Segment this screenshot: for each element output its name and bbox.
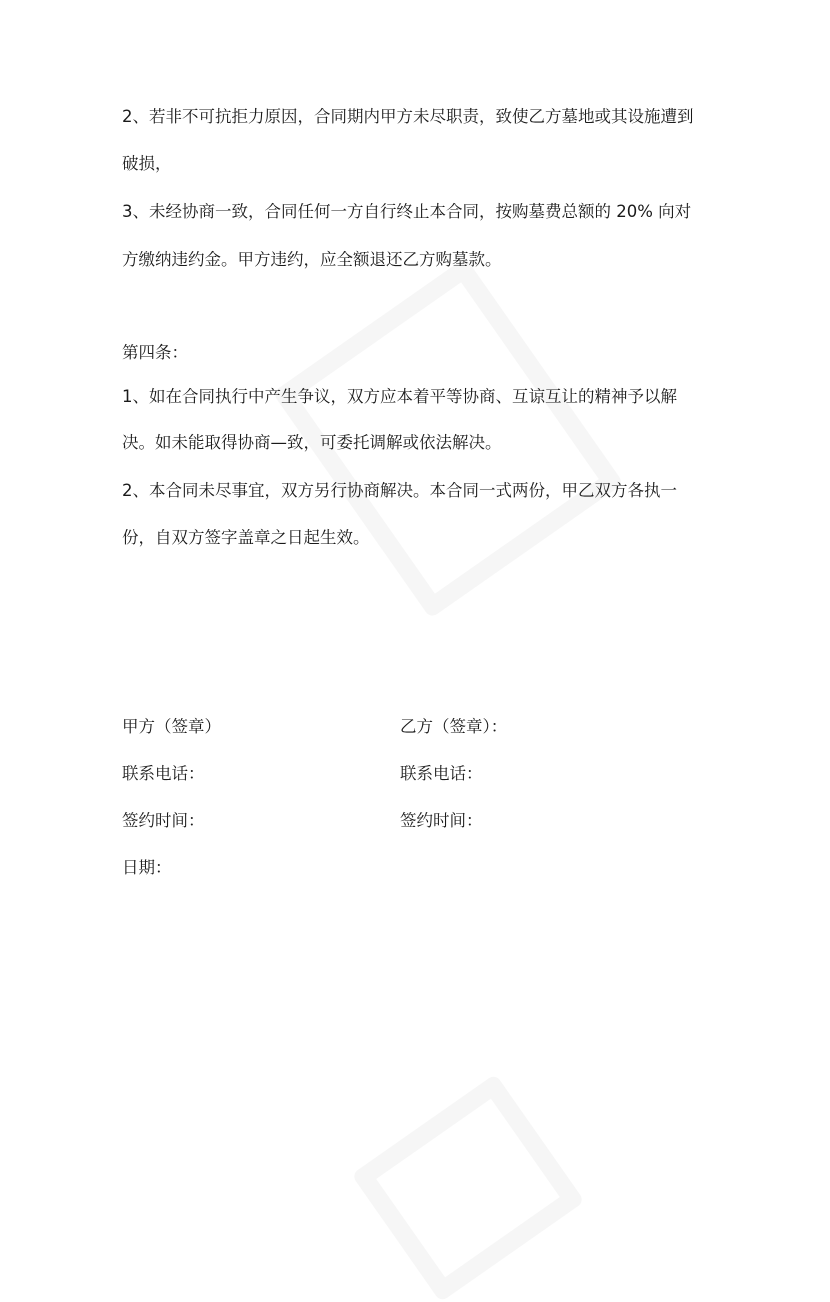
article4-heading: 第四条：	[122, 343, 188, 362]
party-b-signature: 乙方（签章）：	[400, 717, 508, 736]
article4-item2-line1: 2、本合同未尽事宜，双方另行协商解决。本合同一式两份，甲乙双方各执一	[122, 481, 677, 500]
article3-item3-line1: 3、未经协商一致，合同任何一方自行终止本合同，按购墓费总额的 20% 向对	[122, 202, 692, 221]
party-a-phone: 联系电话：	[122, 764, 205, 783]
article3-item3-line2: 方缴纳违约金。甲方违约，应全额退还乙方购墓款。	[122, 250, 502, 269]
party-a-sign-time: 签约时间：	[122, 811, 205, 830]
party-a-signature: 甲方（签章）	[122, 717, 221, 736]
party-b-phone: 联系电话：	[400, 764, 483, 783]
article4-item1-line1: 1、如在合同执行中产生争议，双方应本着平等协商、互谅互让的精神予以解	[122, 387, 677, 406]
article4-item1-line2: 决。如未能取得协商—致，可委托调解或依法解决。	[122, 433, 502, 452]
date-label: 日期：	[122, 858, 172, 877]
article3-item2-line2: 破损，	[122, 154, 172, 173]
article4-item2-line2: 份，自双方签字盖章之日起生效。	[122, 528, 370, 547]
watermark	[351, 1074, 585, 1302]
article3-item2-line1: 2、若非不可抗拒力原因，合同期内甲方未尽职责，致使乙方墓地或其设施遭到	[122, 107, 694, 126]
party-b-sign-time: 签约时间：	[400, 811, 483, 830]
